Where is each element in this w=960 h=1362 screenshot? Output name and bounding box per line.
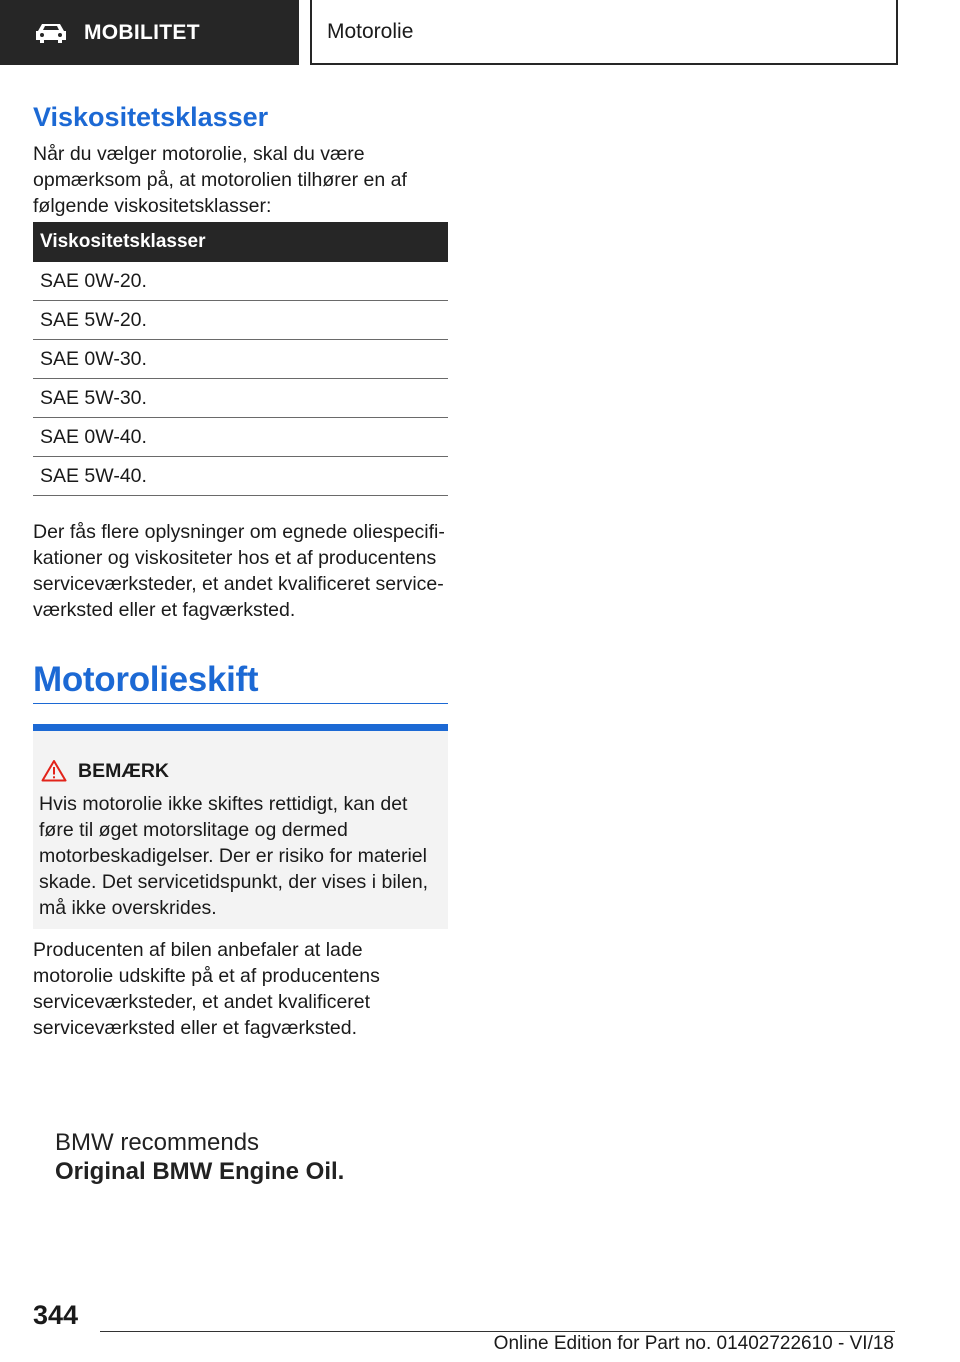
table-row	[33, 301, 448, 340]
table-row	[33, 340, 448, 379]
heading-rule	[33, 703, 448, 704]
bmw-oil-promo	[55, 1128, 344, 1186]
section-title: MOBILITET	[84, 20, 200, 44]
recommendation-text: Producenten af bilen anbefaler at lade motorolie udskifte på et af producentens serviceværksteder, et andet kvalificeret serviceværksted eller et fagværksted.	[33, 939, 380, 1039]
table-cell: SAE 5W-20.	[33, 301, 448, 340]
table-row	[33, 379, 448, 418]
viscosity-heading: Viskositetsklasser	[33, 102, 269, 132]
edition-footer: Online Edition for Part no. 01402722610 - VI/18	[493, 1333, 894, 1354]
chapter-tab	[310, 0, 898, 65]
warning-notice	[33, 724, 448, 929]
notice-text: Hvis motorolie ikke skiftes rettidigt, kan det føre til øget motorslitage og dermed motorbeskadigelser. Der er risiko for materiel skade. Det servicetidspunkt, der vises i bilen, må ikke overskrides.	[39, 793, 429, 919]
viscosity-intro: Når du vælger motorolie, skal du være opmærksom på, at motorolien tilhører en af følgende viskositetsklasser:	[33, 143, 407, 217]
notice-title: BEMÆRK	[78, 760, 169, 782]
oil-change-heading: Motorolieskift	[33, 660, 259, 699]
table-cell: SAE 0W-40.	[33, 418, 448, 457]
warning-triangle-icon	[41, 759, 67, 782]
viscosity-note: Der fås flere oplysninger om egnede oliespecifikationer og viskositeter hos et af producentens serviceværksteder, et andet kvalificeret serviceværksted eller et fagværksted.	[33, 521, 445, 621]
table-row	[33, 457, 448, 496]
promo-line-2: Original BMW Engine Oil.	[55, 1158, 345, 1185]
car-icon	[34, 22, 68, 44]
table-cell: SAE 0W-30.	[33, 340, 448, 379]
table-row	[33, 262, 448, 301]
table-header: Viskositetsklasser	[33, 222, 448, 262]
table-cell: SAE 5W-30.	[33, 379, 448, 418]
table-cell: SAE 0W-20.	[33, 262, 448, 301]
footer-rule	[100, 1331, 895, 1332]
chapter-title: Motorolie	[327, 19, 414, 43]
table-row	[33, 418, 448, 457]
page-number: 344	[33, 1300, 79, 1330]
section-tab	[0, 0, 299, 65]
promo-line-1: BMW recommends	[55, 1129, 260, 1156]
viscosity-table	[33, 222, 448, 496]
table-cell: SAE 5W-40.	[33, 457, 448, 496]
